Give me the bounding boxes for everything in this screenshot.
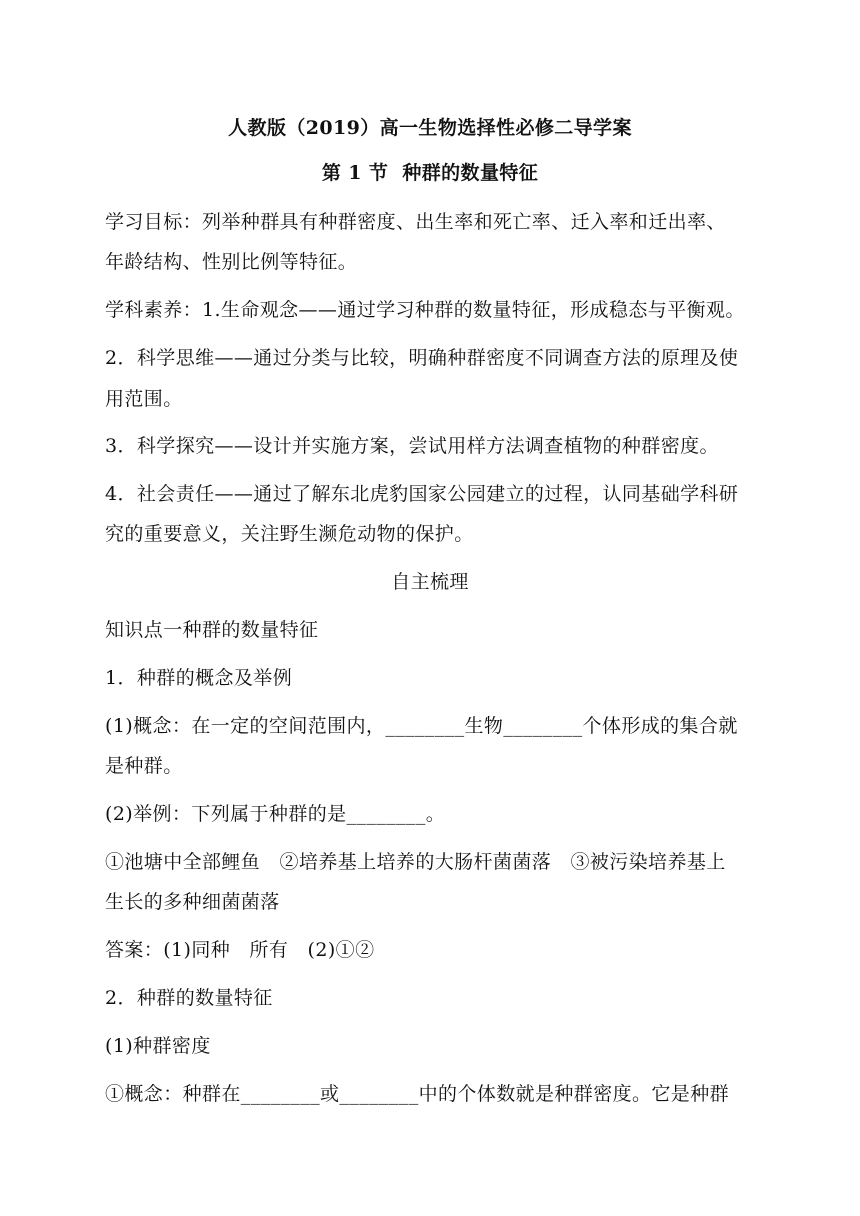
literacy-2-line-1: 2．科学思维——通过分类与比较，明确种群密度不同调查方法的原理及使: [105, 347, 739, 369]
section-title: 第 1 节 种群的数量特征: [321, 162, 539, 184]
options-line-1: ①池塘中全部鲤鱼 ②培养基上培养的大肠杆菌菌落 ③被污染培养基上: [105, 851, 726, 873]
document-title: 人教版（2019）高一生物选择性必修二导学案: [228, 117, 632, 139]
literacy-3-line: 3．科学探究——设计并实施方案，尝试用样方法调查植物的种群密度。: [105, 435, 719, 457]
literacy-line-1: 学科素养：1.生命观念——通过学习种群的数量特征，形成稳态与平衡观。: [105, 299, 745, 321]
concept-line-1: (1)概念：在一定的空间范围内，________生物________个体形成的集合就: [105, 715, 738, 737]
answer-line: 答案：(1)同种 所有 (2)①②: [105, 939, 375, 961]
learning-goal-line-2: 年龄结构、性别比例等特征。: [105, 251, 358, 273]
subheading-self-study: 自主梳理: [391, 571, 469, 593]
concept-line-2: 是种群。: [105, 755, 183, 777]
density-heading: (1)种群密度: [105, 1035, 211, 1057]
literacy-4-line-1: 4．社会责任——通过了解东北虎豹国家公园建立的过程，认同基础学科研: [105, 483, 739, 505]
literacy-4-line-2: 究的重要意义，关注野生濒危动物的保护。: [105, 523, 474, 545]
knowledge-point-1: 知识点一种群的数量特征: [105, 619, 319, 641]
question-2-heading: 2．种群的数量特征: [105, 987, 273, 1009]
literacy-2-line-2: 用范围。: [105, 388, 183, 410]
options-line-2: 生长的多种细菌菌落: [105, 891, 280, 913]
learning-goal-line-1: 学习目标：列举种群具有种群密度、出生率和死亡率、迁入率和迁出率、: [105, 211, 726, 233]
question-1-heading: 1．种群的概念及举例: [105, 667, 293, 689]
density-concept-line: ①概念：种群在________或________中的个体数就是种群密度。它是种群: [105, 1083, 730, 1105]
example-line: (2)举例：下列属于种群的是________。: [105, 803, 446, 825]
